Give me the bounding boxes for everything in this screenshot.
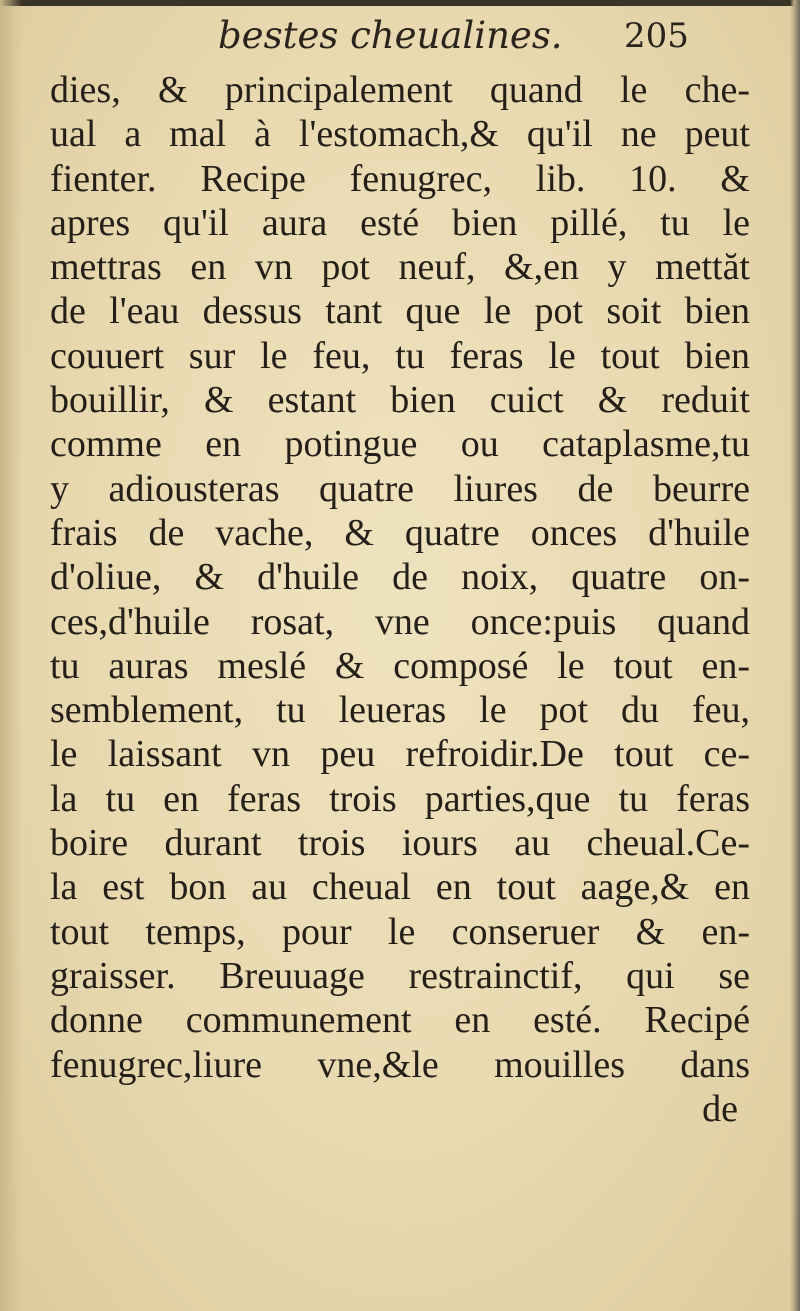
text-line: la tu en feras trois parties,que tu feras [50, 777, 750, 820]
text-line: ces,d'huile rosat, vne once:puis quand [50, 600, 750, 643]
catchword: de [702, 1087, 738, 1130]
text-line: boire durant trois iours au cheual.Ce- [50, 822, 750, 865]
page-header [0, 10, 800, 66]
text-line: ual a mal à l'estomach,& qu'il ne peut [50, 113, 750, 156]
text-line: mettras en vn pot neuf, &,en y mettăt [50, 246, 750, 289]
text-line: comme en potingue ou cataplasme,tu [50, 423, 750, 466]
text-line: tout temps, pour le conseruer & en- [50, 910, 750, 953]
page-gutter-shadow [0, 0, 22, 1311]
top-edge-band [0, 0, 800, 6]
text-line: dies, & principalement quand le che- [50, 69, 750, 111]
running-head: bestes cheualines. [218, 14, 563, 57]
text-line: bouillir, & estant bien cuict & reduit [50, 379, 750, 422]
text-line: d'oliue, & d'huile de noix, quatre on- [50, 556, 750, 599]
text-line: graisser. Breuuage restrainctif, qui se [50, 954, 750, 997]
text-line: fenugrec,liure vne,&le mouilles dans [50, 1043, 750, 1086]
text-line: couuert sur le feu, tu feras le tout bien [50, 334, 750, 377]
text-line: fienter. Recipe fenugrec, lib. 10. & [50, 157, 750, 200]
text-line: la est bon au cheual en tout aage,& en [50, 866, 750, 909]
text-line: donne communement en esté. Recipé [50, 999, 750, 1042]
text-line: semblement, tu leueras le pot du feu, [50, 689, 750, 732]
body-text [50, 68, 750, 1131]
text-line: y adiousteras quatre liures de beurre [50, 467, 750, 510]
text-line: de l'eau dessus tant que le pot soit bien [50, 290, 750, 333]
page-number: 205 [624, 16, 689, 56]
text-line: le laissant vn peu refroidir.De tout ce- [50, 733, 750, 776]
text-line: frais de vache, & quatre onces d'huile [50, 511, 750, 554]
text-line: apres qu'il aura esté bien pillé, tu le [50, 201, 750, 244]
page-right-edge [790, 0, 800, 1311]
text-line: tu auras meslé & composé le tout en- [50, 644, 750, 687]
